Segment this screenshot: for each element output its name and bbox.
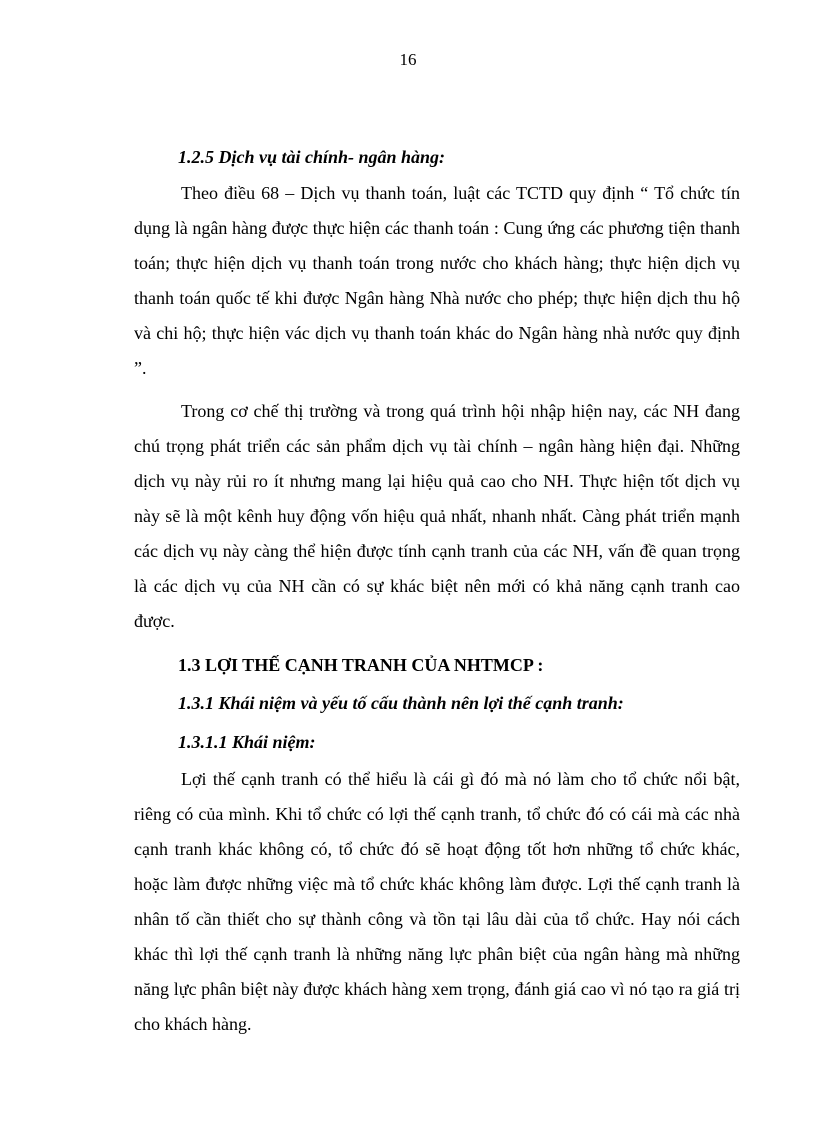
paragraph-line: toán; thực hiện dịch vụ thanh toán trong nước cho khách hàng; thực hiện dịch vụ bbox=[134, 253, 740, 273]
paragraph-line: Lợi thế cạnh tranh có thể hiểu là cái gì đó mà nó làm cho tổ chức nổi bật, bbox=[181, 769, 740, 789]
paragraph-line: riêng có của mình. Khi tổ chức có lợi thế cạnh tranh, tổ chức đó có cái mà các nhà bbox=[134, 804, 740, 824]
paragraph-line: dịch vụ này rủi ro ít nhưng mang lại hiệu quả cao cho NH. Thực hiện tốt dịch vụ bbox=[134, 471, 740, 491]
paragraph-line: khác thì lợi thế cạnh tranh là những năng lực phân biệt của ngân hàng mà những bbox=[134, 944, 740, 964]
paragraph-line: ”. bbox=[134, 358, 147, 378]
section-heading-1-3: 1.3 LỢI THẾ CẠNH TRANH CỦA NHTMCP : bbox=[178, 655, 544, 675]
paragraph-line: được. bbox=[134, 611, 175, 631]
paragraph-line: này sẽ là một kênh huy động vốn hiệu quả nhất, nhanh nhất. Càng phát triển mạnh bbox=[134, 506, 740, 526]
paragraph-line: nhân tố cần thiết cho sự thành công và tồn tại lâu dài của tổ chức. Hay nói cách bbox=[134, 909, 740, 929]
paragraph-line: thanh toán quốc tế khi được Ngân hàng Nhà nước cho phép; thực hiện dịch thu hộ bbox=[134, 288, 740, 308]
paragraph-line: năng lực phân biệt này được khách hàng xem trọng, đánh giá cao vì nó tạo ra giá trị bbox=[134, 979, 740, 999]
paragraph-line: và chi hộ; thực hiện vác dịch vụ thanh toán khác do Ngân hàng nhà nước quy định bbox=[134, 323, 740, 343]
paragraph-line: hoặc làm được những việc mà tổ chức khác không làm được. Lợi thế cạnh tranh là bbox=[134, 874, 740, 894]
paragraph-line: cạnh tranh khác không có, tổ chức đó sẽ hoạt động tốt hơn những tổ chức khác, bbox=[134, 839, 740, 859]
paragraph-line: dụng là ngân hàng được thực hiện các thanh toán : Cung ứng các phương tiện thanh bbox=[134, 218, 740, 238]
paragraph-line: Trong cơ chế thị trường và trong quá trình hội nhập hiện nay, các NH đang bbox=[181, 401, 740, 421]
paragraph-line: Theo điều 68 – Dịch vụ thanh toán, luật các TCTD quy định “ Tổ chức tín bbox=[181, 183, 740, 203]
page-number: 16 bbox=[399, 50, 417, 69]
paragraph-line: cho khách hàng. bbox=[134, 1014, 252, 1034]
paragraph-line: chú trọng phát triển các sản phẩm dịch vụ tài chính – ngân hàng hiện đại. Những bbox=[134, 436, 740, 456]
section-heading-1-2-5: 1.2.5 Dịch vụ tài chính- ngân hàng: bbox=[178, 147, 446, 167]
section-heading-1-3-1: 1.3.1 Khái niệm và yếu tố cấu thành nên lợi thế cạnh tranh: bbox=[178, 693, 624, 713]
paragraph-line: là các dịch vụ của NH cần có sự khác biệt nên mới có khả năng cạnh tranh cao bbox=[134, 576, 740, 596]
section-heading-1-3-1-1: 1.3.1.1 Khái niệm: bbox=[178, 732, 316, 752]
paragraph-line: các dịch vụ này càng thể hiện được tính cạnh tranh của các NH, vấn đề quan trọng bbox=[134, 541, 740, 561]
